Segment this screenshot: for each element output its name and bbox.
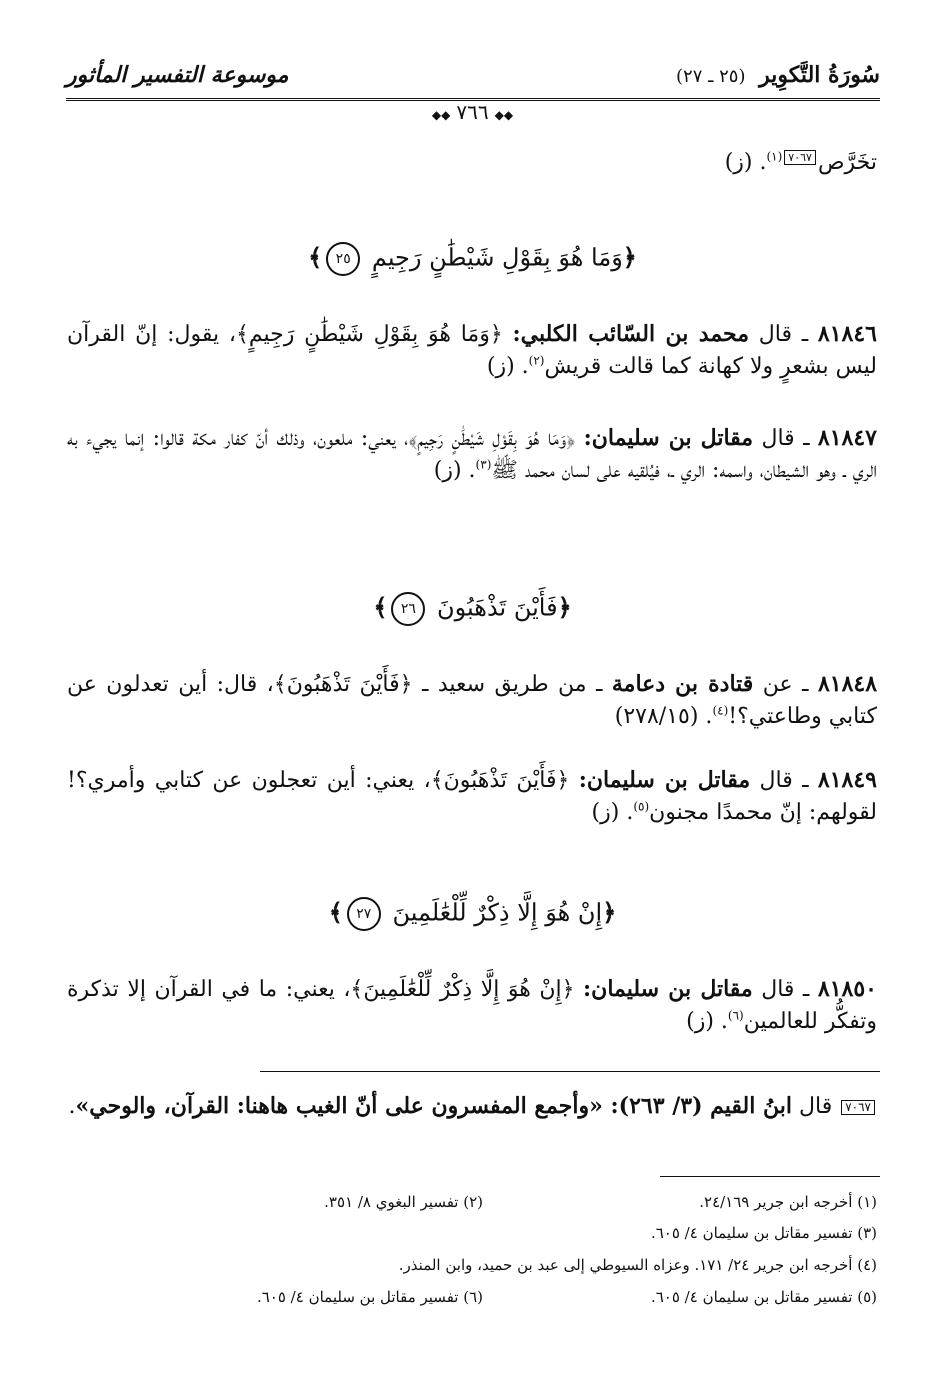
surah-title: سُورَةُ التَّكوِير bbox=[759, 62, 880, 88]
ayah-heading-27 bbox=[0, 897, 945, 931]
ayah-number-medallion: ٢٦ bbox=[391, 592, 425, 626]
continuation-text: تخَرَّص bbox=[817, 150, 877, 175]
footnote-ref: (٣) bbox=[475, 457, 492, 472]
narrator-name: مقاتل بن سليمان: bbox=[578, 767, 751, 793]
ayah-text: وَمَا هُوَ بِقَوْلِ شَيْطَٰنٍ رَجِيمٍ bbox=[371, 243, 623, 272]
narration-number: ٨١٨٤٧ bbox=[817, 425, 877, 451]
narration-81846 bbox=[67, 318, 877, 383]
source-tag: . (ز) bbox=[433, 458, 476, 483]
narration-81849 bbox=[67, 764, 877, 829]
narration-body: ، يعني: ملعون، وذلك أنّ كفار مكة قالوا: إنما يجيء به الري ـ وهو الشيطان، واسمه: الري ـ، فيُلقيه على لسان محمد ﷺ bbox=[67, 426, 877, 483]
ayah-close-bracket: ﴾ bbox=[328, 897, 343, 927]
comment-tail: . bbox=[68, 1094, 76, 1119]
comment-intro: قال bbox=[792, 1094, 840, 1119]
ayah-heading-25 bbox=[0, 242, 945, 276]
footnote-divider bbox=[660, 1176, 880, 1177]
narration-number: ٨١٨٤٩ bbox=[817, 767, 877, 793]
narration-number: ٨١٨٤٦ bbox=[817, 321, 877, 347]
footnote-3: (٣) تفسير مقاتل بن سليمان ٤/ ٦٠٥. bbox=[650, 1224, 877, 1242]
chain-of-transmission: ـ من طريق سعيد ـ bbox=[412, 672, 612, 697]
surah-header bbox=[676, 62, 880, 88]
ayah-open-bracket: ﴿ bbox=[622, 242, 637, 272]
comment-box-label: ٧٠٦٧ bbox=[841, 1100, 875, 1115]
narration-intro: ـ قال bbox=[749, 322, 818, 347]
quran-quote: ﴿وَمَا هُوَ بِقَوْلِ شَيْطَٰنٍ رَجِيمٍ﴾ bbox=[235, 322, 503, 347]
source-tag: . (ز) bbox=[591, 800, 634, 825]
narration-intro: ـ قال bbox=[752, 977, 818, 1002]
narration-81847 bbox=[67, 422, 877, 487]
source-tag: . (ز) bbox=[486, 354, 529, 379]
narrator-name: محمد بن السّائب الكلبي: bbox=[512, 321, 750, 347]
ayah-heading-26 bbox=[0, 592, 945, 626]
quran-quote: ﴿فَأَيْنَ تَذْهَبُونَ﴾ bbox=[430, 768, 570, 793]
ayah-open-bracket: ﴿ bbox=[557, 592, 572, 622]
ayah-number-medallion: ٢٥ bbox=[326, 242, 360, 276]
ayah-close-bracket: ﴾ bbox=[308, 242, 323, 272]
narration-body: ، يقول: إنّ القرآن ليس بشعرٍ ولا كهانة كما قالت قريش bbox=[67, 322, 877, 379]
quran-quote: ﴿فَأَيْنَ تَذْهَبُونَ﴾ bbox=[273, 672, 413, 697]
book-title: موسوعة التفسير المأثور bbox=[66, 62, 289, 88]
narration-intro: ـ قال bbox=[753, 426, 818, 451]
footnote-2: (٢) تفسير البغوي ٨/ ٣٥١. bbox=[324, 1193, 483, 1211]
quran-quote: ﴿وَمَا هُوَ بِقَوْلِ شَيْطَٰنٍ رَجِيمٍ﴾ bbox=[408, 426, 576, 451]
page-number-line bbox=[0, 100, 945, 124]
narrator-name: مقاتل بن سليمان: bbox=[583, 976, 753, 1002]
ayah-text: فَأَيْنَ تَذْهَبُونَ bbox=[437, 593, 558, 622]
footnote-4: (٤) أخرجه ابن جرير ٢٤/ ١٧١. وعزاه السيوطي إلى عبد بن حميد، وابن المنذر. bbox=[398, 1256, 877, 1274]
footnote-ref: (٢) bbox=[528, 353, 545, 368]
comment-note-7067 bbox=[67, 1090, 877, 1123]
scholar-name: ابنُ القيم bbox=[710, 1093, 793, 1119]
source-tag: . (ز) bbox=[686, 1009, 728, 1034]
narration-intro: ـ قال bbox=[750, 768, 818, 793]
ayah-range: (٢٥ ـ ٢٧) bbox=[676, 66, 746, 87]
narration-body: ، يعني: ما في القرآن إلا تذكرة وتفكُّر للعالمين bbox=[67, 977, 877, 1034]
ornament-icon: ◆◆ bbox=[431, 108, 451, 122]
narration-body: ، يعني: أين تعجلون عن كتابي وأمري؟! لقولهم: إنّ محمدًا مجنون bbox=[67, 768, 877, 825]
narration-number: ٨١٨٤٨ bbox=[817, 671, 878, 697]
narration-81848 bbox=[67, 668, 877, 733]
footnote-6: (٦) تفسير مقاتل بن سليمان ٤/ ٦٠٥. bbox=[256, 1288, 483, 1306]
narrator-name: مقاتل بن سليمان: bbox=[583, 425, 754, 451]
narrator-name: قتادة بن دعامة bbox=[611, 671, 754, 697]
ornament-icon: ◆◆ bbox=[494, 108, 514, 122]
comment-quote: «وأجمع المفسرون على أنّ الغيب هاهنا: القرآن، والوحي» bbox=[75, 1093, 603, 1119]
footnote-5: (٥) تفسير مقاتل بن سليمان ٤/ ٦٠٥. bbox=[650, 1288, 877, 1306]
narration-body: ، قال: أين تعدلون عن كتابي وطاعتي؟! bbox=[67, 672, 877, 729]
source-tag: . (٢٧٨/١٥) bbox=[614, 704, 713, 729]
page-number: ٧٦٦ bbox=[456, 100, 489, 124]
footnote-1: (١) أخرجه ابن جرير ٢٤/١٦٩. bbox=[699, 1193, 877, 1211]
continuation-line bbox=[67, 147, 877, 179]
comment-box-ref: ٧٠٦٧ bbox=[784, 150, 816, 165]
narration-number: ٨١٨٥٠ bbox=[817, 976, 877, 1002]
footnote-ref: (٤) bbox=[712, 703, 729, 718]
ayah-close-bracket: ﴾ bbox=[373, 592, 388, 622]
running-header bbox=[66, 62, 880, 92]
ayah-open-bracket: ﴿ bbox=[602, 897, 617, 927]
comment-divider bbox=[260, 1071, 880, 1072]
footnote-ref: (٦) bbox=[727, 1008, 744, 1023]
footnote-ref: (٥) bbox=[633, 799, 650, 814]
ayah-text: إِنْ هُوَ إِلَّا ذِكْرٌ لِّلْعَٰلَمِينَ bbox=[392, 898, 603, 927]
quran-quote: ﴿إِنْ هُوَ إِلَّا ذِكْرٌ لِّلْعَٰلَمِينَ﴾ bbox=[350, 977, 575, 1002]
source-tag: . (ز) bbox=[724, 150, 767, 175]
book-reference: (٣/ ٢٦٣): bbox=[602, 1093, 711, 1119]
footnote-ref: (١) bbox=[766, 149, 783, 164]
narration-intro: ـ عن bbox=[753, 672, 818, 697]
ayah-number-medallion: ٢٧ bbox=[347, 897, 381, 931]
narration-81850 bbox=[67, 973, 877, 1038]
